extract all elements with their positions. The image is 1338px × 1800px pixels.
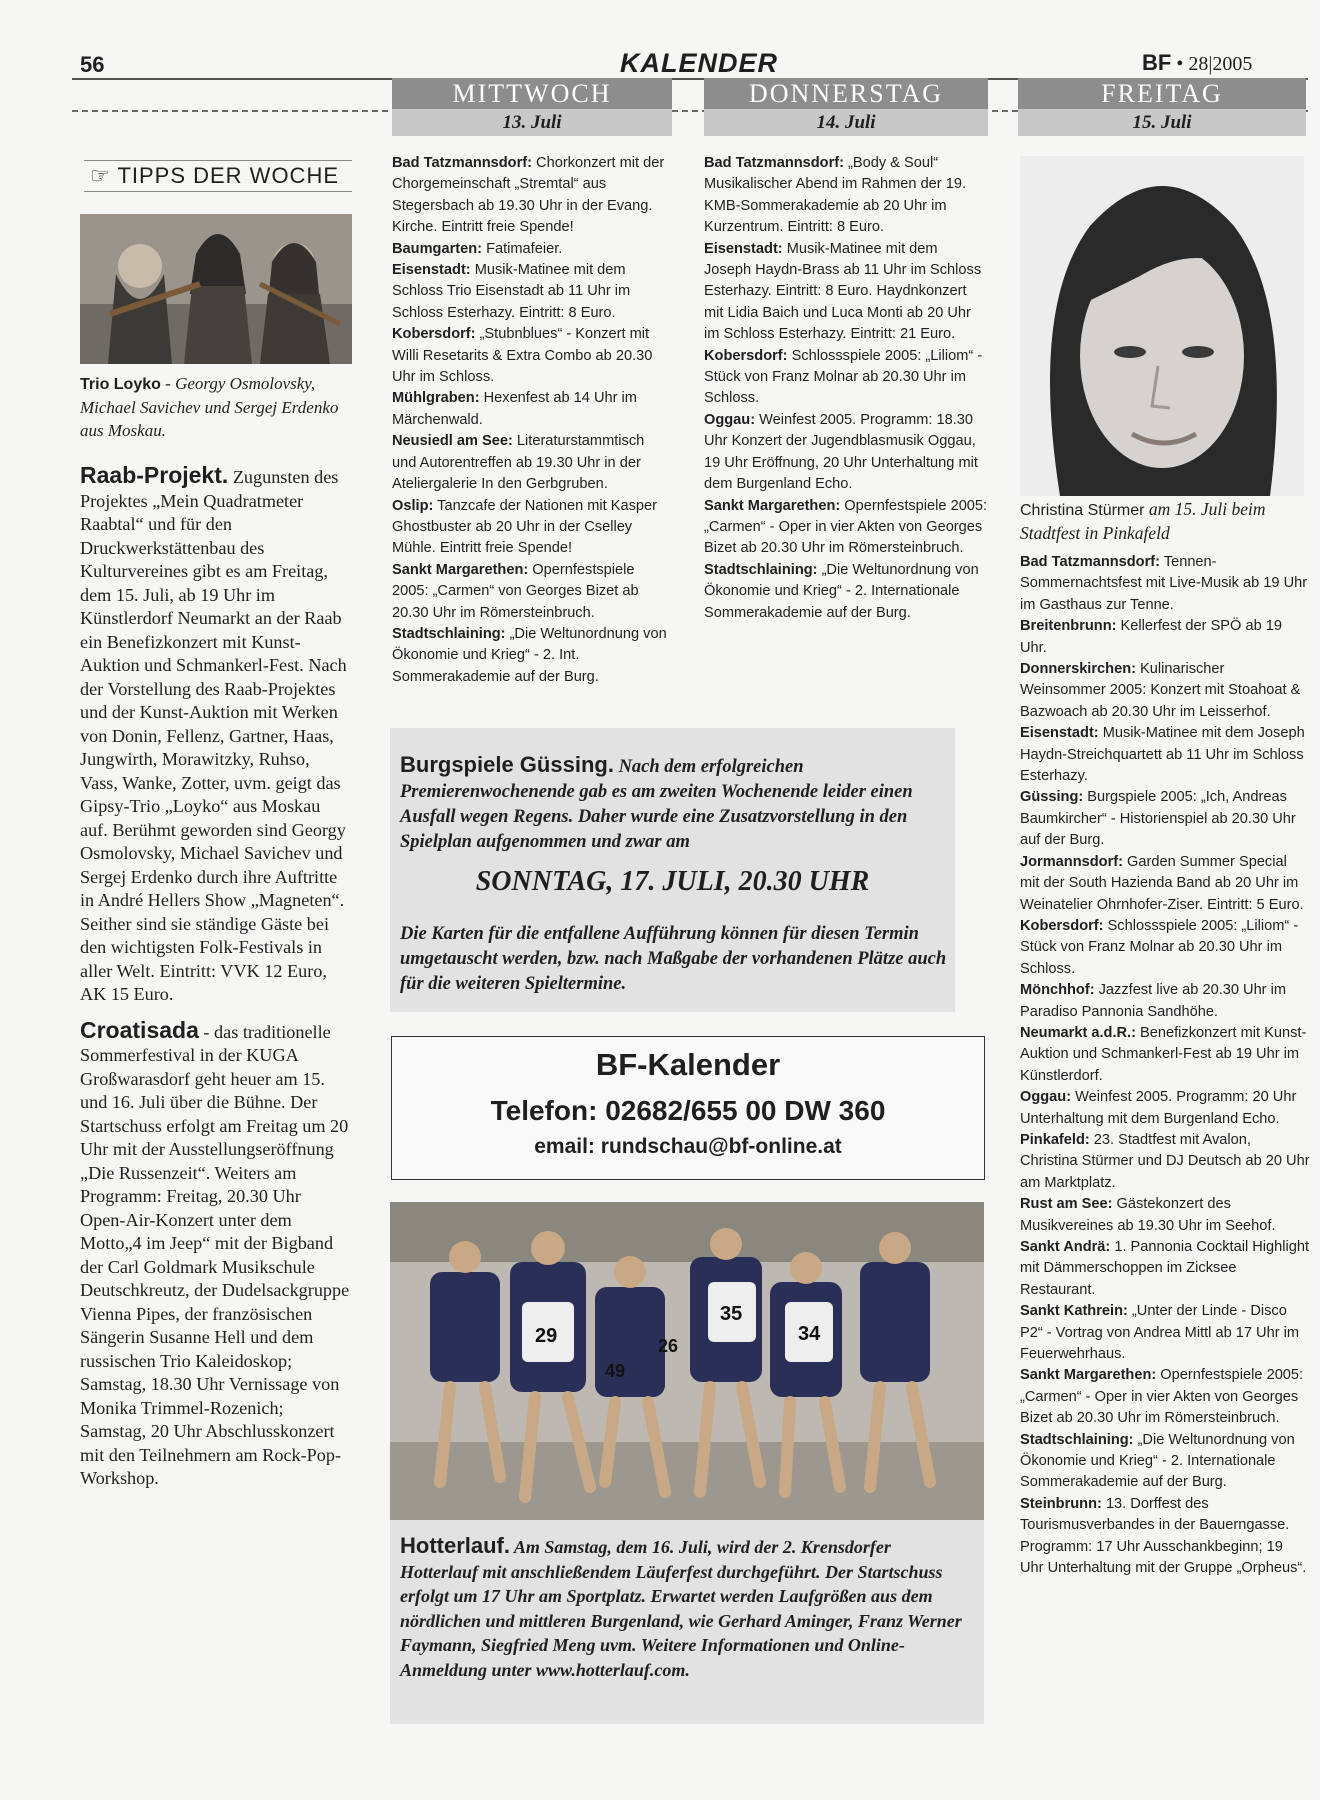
listing [704,560,988,624]
listing [1020,1087,1310,1130]
stuermer-caption [1020,498,1310,545]
listing-place: Oslip: [392,497,434,514]
listing [1020,1430,1310,1494]
listing [704,496,988,560]
trio-photo-caption [80,372,352,442]
listing-place: Donnerskirchen: [1020,661,1136,678]
bf-kalender-box [391,1036,985,1180]
listing [704,410,988,496]
phone-number[interactable]: 02682/655 00 DW 360 [605,1095,886,1126]
page-edge [1320,0,1338,1800]
burgspiele-date: SONNTAG, 17. JULI, 20.30 UHR [475,866,870,897]
bib-number: 49 [605,1361,626,1381]
runners-graphic [390,1202,984,1520]
hotterlauf-body: Am Samstag, dem 16. Juli, wird der 2. Krensdorfer Hotterlauf mit anschließendem Läuferfest durchgeführt. Der Startschuss erfolgt um 17 Uhr am Sportplatz. Erwartet werden Laufgrößen aus dem nördlichen und mittleren Burgenland, wie Gerhard Aminger, Franz Werner Faymann, Siegfried Meng uvm. Weitere Informationen und Online-Anmeldung unter www.hotterlauf.com. [400,1537,962,1680]
listing-place: Bad Tatzmannsdorf: [392,155,532,171]
article-text: Zugunsten des Projektes „Mein Quadratmeter Raabtal“ und für den Druckwerkstättenbau des Kulturvereines gibt es am Freitag, dem 15. Juli, ab 19 Uhr im Künstlerdorf Neumarkt an der Raab ein Benefizkonzert mit Kunst-Auktion und Schmankerl-Fest. Nach der Vorstellung des Raab-Projektes und der Kunst-Auktion mit Werken von Donin, Fellenz, Gartner, Haas, Jungwirth, Morawitzky, Ruhso, Vass, Wanke, Zotter, uvm. geigt das Gipsy-Trio „Loyko“ aus Moskau auf. Berühmt geworden sind Georgy Osmolovsky, Michael Savichev und Sergej Erdenko durch ihre Auftritte in André Hellers Show „Magneten“. Seither sind sie ständige Gäste bei den wichtigsten Folk-Festivals in aller Welt. Eintritt: VVK 12 Euro, AK 15 Euro. [80,467,347,1004]
day-date: 13. Juli [392,109,672,136]
listing-text: Tennen-Sommernachtsfest mit Live-Musik ab 19 Uhr im Gasthaus zur Tenne. [1020,554,1308,613]
listing-place: Sankt Margarethen: [392,561,529,578]
separator-bullet: • [1176,53,1184,75]
listing-place: Kobersdorf: [392,326,476,343]
listing-place: Bad Tatzmannsdorf: [1020,554,1160,570]
listing-text: Musik-Matinee mit dem Schloss Trio Eisenstadt ab 11 Uhr im Schloss Esterhazy. Eintritt: 8 Euro. [392,262,631,321]
hotterlauf-photo [390,1202,984,1520]
listing [392,324,672,388]
article-head: Croatisada [80,1016,199,1043]
listing [704,346,988,410]
listing-place: Neumarkt a.d.R.: [1020,1024,1136,1041]
listing-place: Stadtschlaining: [1020,1431,1134,1448]
listing [1020,659,1310,723]
listing-place: Güssing: [1020,789,1084,806]
listing [704,239,988,346]
listing [392,431,672,495]
bf-kalender-title: BF-Kalender [595,1047,781,1082]
listing-text: Burgspiele 2005: „Ich, Andreas Baumkircher“ - Historienspiel ab 20.30 Uhr auf der Burg. [1020,789,1296,849]
listing-text: Hexenfest ab 14 Uhr im Märchenwald. [392,390,637,428]
listing-text: Opernfestspiele 2005: „Carmen“ - Oper in vier Akten von Georges Bizet ab 20.30 Uhr im Römersteinbruch. [1020,1367,1304,1427]
listing [392,496,672,560]
page-number: 56 [80,52,105,77]
listing-text: Fatimafeier. [482,240,563,257]
listing-place: Jormannsdorf: [1020,853,1123,870]
listing-place: Sankt Margarethen: [1020,1367,1157,1384]
caption-text: am 15. Juli beim Stadtfest in Pinkafeld [1020,499,1266,543]
burgspiele-box [390,728,955,1012]
burgspiele-intro [400,752,955,855]
listing [392,153,672,239]
listing [1020,916,1310,980]
listing-place: Kobersdorf: [1020,917,1104,934]
issue-number: 28|2005 [1188,53,1253,75]
bib-number: 35 [720,1303,743,1325]
issue-info [1142,50,1252,76]
listing [392,560,672,624]
listing-text: Gästekonzert des Musikvereines ab 19.30 Uhr im Seehof. [1020,1196,1276,1234]
listing [1020,1194,1310,1237]
listing-place: Kobersdorf: [704,347,788,364]
listing [392,239,672,260]
listing [392,260,672,324]
listing-text: Kellerfest der SPÖ ab 19 Uhr. [1020,618,1282,656]
christina-stuermer-photo [1020,156,1304,496]
listing-place: Bad Tatzmannsdorf: [704,155,844,171]
listing-text: 1. Pannonia Cocktail Highlight mit Dämmerschoppen im Zicksee Restaurant. [1020,1239,1310,1298]
article-croatisada [80,1016,350,1491]
listing-text: „Die Weltunordnung von Ökonomie und Krieg“ - 2. Int. Sommerakademie auf der Burg. [392,625,667,685]
mittwoch-listings [392,153,672,688]
listing-text: Weinfest 2005. Programm: 20 Uhr Unterhaltung mit dem Burgenland Echo. [1020,1089,1297,1127]
publication-name: BF [1142,50,1172,75]
listing [1020,852,1310,916]
email-label: email: [534,1135,595,1158]
listing-text: Jazzfest live ab 20.30 Uhr im Paradiso Pannonia Sandhöhe. [1020,982,1286,1020]
listing-text: „Unter der Linde - Disco P2“ - Vortrag von Andrea Mittl ab 17 Uhr im Feuerwehrhaus. [1020,1303,1300,1363]
listing-text: Schlossspiele 2005: „Liliom“ - Stück von Franz Molnar ab 20.30 Uhr im Schloss. [704,347,983,407]
listing-text: Schlossspiele 2005: „Liliom“ - Stück von Franz Molnar ab 20.30 Uhr im Schloss. [1020,917,1299,977]
hotterlauf-head: Hotterlauf. [400,1533,510,1558]
day-name: MITTWOCH [392,78,672,109]
phone-label: Telefon: [490,1095,598,1126]
email-address[interactable]: rundschau@bf-online.at [600,1135,842,1158]
listing-place: Sankt Margarethen: [704,497,841,514]
listing-place: Eisenstadt: [1020,725,1099,742]
article-head: Raab-Projekt. [80,462,229,488]
listing-text: Benefizkonzert mit Kunst-Auktion und Schmankerl-Fest ab 19 Uhr im Künstlerdorf. [1020,1024,1307,1084]
burgspiele-head: Burgspiele Güssing. [400,752,614,777]
listing-place: Rust am See: [1020,1196,1113,1213]
listing-place: Baumgarten: [392,240,483,257]
listing-text: Kulinarischer Weinsommer 2005: Konzert mit Stoahoat & Bazwoach ab 20.30 Uhr im Leisserhof. [1020,661,1301,720]
listing-place: Neusiedl am See: [392,433,513,450]
listing [1020,723,1310,787]
day-header-mittwoch [392,78,672,136]
caption-name: Christina Stürmer [1020,502,1145,519]
day-header-freitag [1018,78,1306,136]
listing-place: Oggau: [1020,1089,1072,1106]
hotterlauf-box [390,1520,984,1724]
listing [1020,1365,1310,1429]
listing [1020,1023,1310,1087]
listing-text: „Die Weltunordnung von Ökonomie und Krieg“ - 2. Internationale Sommerakademie auf der Burg. [704,561,979,621]
listing-place: Eisenstadt: [392,262,471,279]
listing-place: Sankt Andrä: [1020,1239,1111,1255]
listing-text: Chorkonzert mit der Chorgemeinschaft „Stremtal“ aus Stegersbach ab 19.30 Uhr in der Evang. Kirche. Eintritt freie Spende! [392,155,665,236]
tipps-heading: ☞ TIPPS DER WOCHE [84,160,352,192]
tipps-articles [80,464,350,1503]
listing-text: „Die Weltunordnung von Ökonomie und Krieg“ - 2. Internationale Sommerakademie auf der Burg. [1020,1431,1295,1491]
listing-text: Opernfestspiele 2005: „Carmen“ - Oper in vier Akten von Georges Bizet ab 20.30 Uhr im Römersteinbruch. [704,497,988,557]
hotterlauf-text [400,1534,970,1682]
listing [392,624,672,688]
listing [704,153,988,239]
listing-text: Literaturstammtisch und Autorentreffen ab 19.30 Uhr in der Ateliergalerie In den Gerbgruben. [392,433,645,493]
listing-text: „Body & Soul“ Musikalischer Abend im Rahmen der 19. KMB-Sommerakademie ab 20 Uhr im Kurzentrum. Eintritt: 8 Euro. [704,155,967,236]
listing [1020,616,1310,659]
listing-place: Stadtschlaining: [704,561,818,578]
listing-place: Stadtschlaining: [392,625,506,642]
day-name: FREITAG [1018,78,1306,109]
listing-place: Oggau: [704,411,756,428]
listing-place: Sankt Kathrein: [1020,1303,1128,1320]
bib-number: 29 [535,1325,558,1347]
day-header-donnerstag [704,78,988,136]
listing-place: Steinbrunn: [1020,1495,1102,1512]
listing [1020,1301,1310,1365]
day-date: 14. Juli [704,109,988,136]
listing-text: Garden Summer Special mit der South Hazienda Band ab 20 Uhr im Weinatelier Ohrnhofer-Ziser. Eintritt: 5 Euro. [1020,853,1304,913]
donnerstag-listings [704,153,988,624]
listing-text: „Stubnblues“ - Konzert mit Willi Resetarits & Extra Combo ab 20.30 Uhr im Schloss. [392,326,653,386]
listing [1020,787,1310,851]
listing-text: Tanzcafe der Nationen mit Kasper Ghostbuster ab 20 Uhr in der Cselley Mühle. Eintritt freie Spende! [392,497,657,557]
article-text: - das traditionelle Sommerfestival in der KUGA Großwarasdorf geht heuer am 15. und 16. Juli über die Bühne. Der Startschuss erfolgt am Freitag um 20 Uhr mit der Ausstellungseröffnung „Die Russenzeit“. Weiters am Programm: Freitag, 20.30 Uhr Open-Air-Konzert unter dem Motto„4 im Jeep“ mit der Bigband der Carl Goldmark Musikschule Deutschkreutz, der Dudelsackgruppe Vienna Pipes, der französischen Sängerin Susanne Hell und dem russischen Trio Kaleidoskop; Samstag, 18.30 Uhr Vernissage von Monika Trimmel-Rozenich; Samstag, 20 Uhr Abschlusskonzert mit den Teilnehmern am Rock-Pop-Workshop. [80,1021,350,1488]
listing [1020,980,1310,1023]
listing-text: Weinfest 2005. Programm: 18.30 Uhr Konzert der Jugendblasmusik Oggau, 19 Uhr Eröffnung, 20 Uhr Unterhaltung mit dem Burgenland Echo. [704,411,978,493]
bf-kalender-email [392,1135,984,1159]
listing [1020,552,1310,616]
caption-text: - Georgy Osmolovsky, Michael Savichev und Sergej Erdenko aus Moskau. [80,374,339,440]
day-date: 15. Juli [1018,109,1306,136]
listing-text: Musik-Matinee mit dem Joseph Haydn-Streichquartett ab 11 Uhr im Schloss Esterhazy. [1020,725,1305,785]
day-name: DONNERSTAG [704,78,988,109]
listing [1020,1494,1310,1580]
listing [1020,1237,1310,1301]
listing-text: Opernfestspiele 2005: „Carmen“ von Georges Bizet ab 20.30 Uhr im Römersteinbruch. [392,561,639,621]
trio-photo-graphic [80,214,352,364]
listing-text: 23. Stadtfest mit Avalon, Christina Stürmer und DJ Deutsch ab 20 Uhr am Marktplatz. [1020,1131,1310,1191]
freitag-listings [1020,552,1310,1580]
bf-kalender-phone [392,1095,984,1127]
section-title: KALENDER [620,48,779,78]
listing-text: Musik-Matinee mit dem Joseph Haydn-Brass ab 11 Uhr im Schloss Esterhazy. Eintritt: 8 Euro. Haydnkonzert mit Lidia Baich und Luca Monti ab 20 Uhr im Schloss Esterhazy. Eintritt: 21 Euro. [704,240,982,343]
trio-loyko-photo [80,214,352,364]
listing-place: Eisenstadt: [704,240,783,257]
article-raab-projekt [80,464,350,1007]
listing [1020,1130,1310,1194]
bib-number: 34 [798,1323,821,1345]
listing-place: Mönchhof: [1020,982,1095,999]
portrait-graphic [1020,156,1304,496]
bib-number: 26 [658,1336,679,1356]
listing-place: Pinkafeld: [1020,1131,1090,1148]
listing [392,388,672,431]
caption-name: Trio Loyko [80,376,161,393]
burgspiele-note: Die Karten für die entfallene Aufführung können für diesen Termin umgetauscht werden, bzw. nach Maßgabe der vorhandenen Plätze auch für die weiteren Spieltermine. [400,924,947,994]
listing-place: Mühlgraben: [392,390,480,407]
listing-text: 13. Dorffest des Tourismusverbandes in der Bauerngasse. Programm: 17 Uhr Ausschankbeginn; 19 Uhr Unterhaltung mit der Gruppe „Orpheus“. [1020,1495,1307,1577]
listing-place: Breitenbrunn: [1020,618,1117,635]
burgspiele-text: Nach dem erfolgreichen Premierenwochenende gab es am zweiten Wochenende leider einen Ausfall wegen Regens. Daher wurde eine Zusatzvorstellung in den Spielplan aufgenommen und zwar am [400,757,913,852]
